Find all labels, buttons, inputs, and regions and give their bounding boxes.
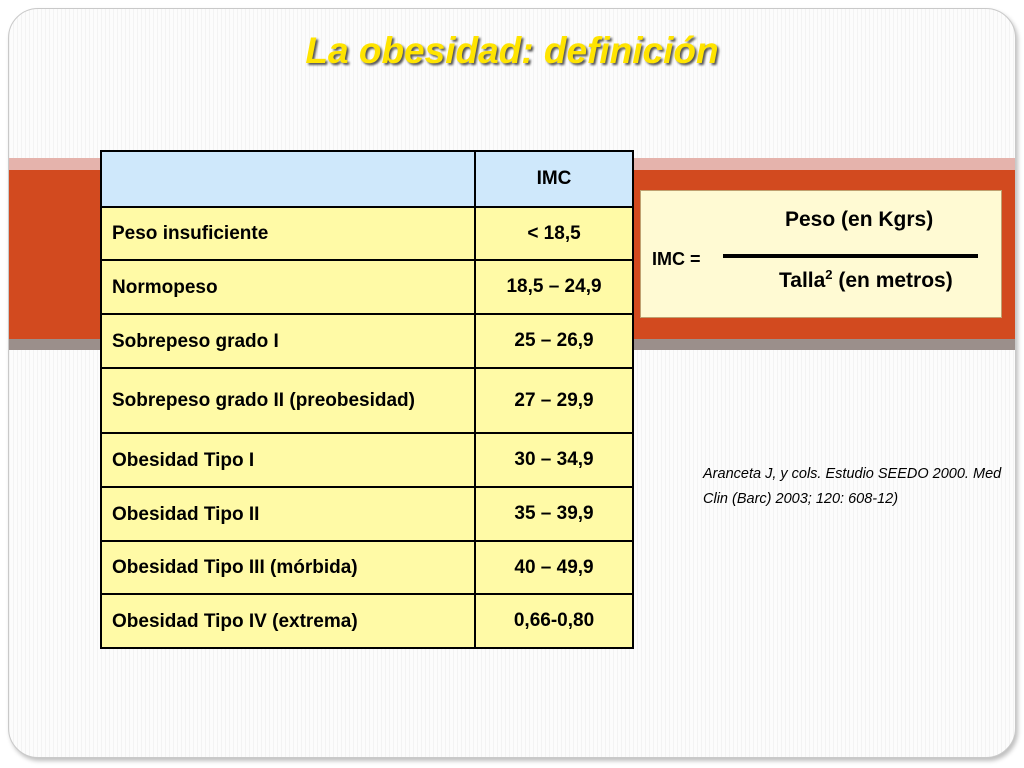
table-row [101, 260, 633, 314]
category-cell: Obesidad Tipo I [101, 433, 475, 487]
table-row [101, 433, 633, 487]
imc-value-cell: 40 – 49,9 [475, 541, 633, 594]
header-category-cell [101, 151, 475, 207]
table-row [101, 487, 633, 541]
category-cell: Obesidad Tipo III (mórbida) [101, 541, 475, 594]
imc-value-cell: < 18,5 [475, 207, 633, 260]
table-row [101, 314, 633, 368]
category-cell: Normopeso [101, 260, 475, 314]
table-row [101, 541, 633, 594]
category-cell: Obesidad Tipo IV (extrema) [101, 594, 475, 648]
formula-denominator [779, 267, 953, 293]
citation-text: Aranceta J, y cols. Estudio SEEDO 2000. Med Clin (Barc) 2003; 120: 608-12) [703, 466, 1002, 507]
table-row [101, 594, 633, 648]
table-header-row [101, 151, 633, 207]
category-cell: Obesidad Tipo II [101, 487, 475, 541]
imc-value-cell: 27 – 29,9 [475, 368, 633, 433]
imc-classification-table [100, 150, 634, 649]
formula-lhs: IMC = [652, 249, 701, 269]
category-cell: Sobrepeso grado II (preobesidad) [101, 368, 475, 433]
denominator-rest: (en metros) [832, 269, 953, 292]
table-row [101, 207, 633, 260]
table-row [101, 368, 633, 433]
fraction-bar [723, 254, 978, 258]
imc-value-cell: 30 – 34,9 [475, 433, 633, 487]
imc-value-cell: 35 – 39,9 [475, 487, 633, 541]
imc-value-cell: 25 – 26,9 [475, 314, 633, 368]
header-imc-cell: IMC [475, 151, 633, 207]
formula-numerator: Peso (en Kgrs) [785, 208, 934, 231]
imc-formula-box [640, 190, 1002, 318]
slide-title: La obesidad: definición [305, 30, 719, 71]
denominator-base: Talla [779, 269, 826, 292]
category-cell: Sobrepeso grado I [101, 314, 475, 368]
imc-value-cell: 0,66-0,80 [475, 594, 633, 648]
category-cell: Peso insuficiente [101, 207, 475, 260]
denominator-exponent: 2 [825, 267, 833, 282]
imc-value-cell: 18,5 – 24,9 [475, 260, 633, 314]
